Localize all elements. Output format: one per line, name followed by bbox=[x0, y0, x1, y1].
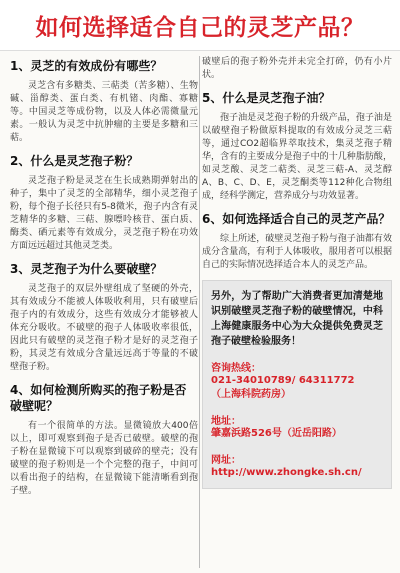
section-5-paragraph: 孢子油是灵芝孢子粉的升级产品，孢子油是以破壁孢子粉做原料提取的有效成分灵芝三萜等，通过CO2超临界萃取技术，集灵芝孢子精华，含有的主要成分是孢子中的十几种脂肪酸，如灵芝酸、灵芝二萜类、灵芝三萜-A、灵芝醇A、B、C、D、E，灵芝酮类等112种化合物组成，经科学测定，营养成分与功效显著。 bbox=[202, 113, 392, 201]
hotline-note: （上海科院药房） bbox=[211, 389, 291, 400]
section-3-paragraph: 灵芝孢子的双层外壁组成了坚硬的外壳，其有效成分不能被人体吸收利用，只有破壁后孢子内的有效成分，这些有效成分才能够被人体充分吸收。不破壁的孢子人体吸收率很低，因此只有破壁的灵芝孢子粉才是好的灵芝孢子粉，其灵芝有效成分含量远远高于等量的不破壁孢子粉。 bbox=[10, 284, 198, 372]
section-3-heading: 3、灵芝孢子为什么要破壁？ bbox=[10, 262, 163, 276]
section-2-paragraph: 灵芝孢子粉是灵芝在生长成熟期弹射出的种子，集中了灵芝的全部精华，细小灵芝孢子粉，每个孢子长径只有5-8微米，孢子内含有灵芝精华的多糖、三萜、腺嘌呤核苷、蛋白质、酶类、硒元素等有效成分，灵芝孢子粉在功效方面远远超过其他灵芝类。 bbox=[10, 176, 198, 251]
section-4-paragraph: 有一个很简单的方法。显微镜放大400倍以上，即可观察到孢子是否已破壁。破壁的孢子粉在显微镜下可以观察到破碎的壁壳；没有破壁的孢子粉则是一个个完整的孢子，中间可以看出孢子的结构，在显微镜下能清晰看到孢子壁。 bbox=[10, 421, 198, 496]
address-value: 肇嘉浜路526号（近岳阳路） bbox=[211, 428, 342, 439]
hotline-value: 021-34010789/ 64311772 bbox=[211, 375, 355, 386]
page-title: 如何选择适合自己的灵芝产品？ bbox=[35, 14, 365, 41]
section-6-heading: 6、如何选择适合自己的灵芝产品？ bbox=[202, 212, 391, 226]
promo-box bbox=[202, 280, 392, 489]
website-value: http://www.zhongke.sh.cn/ bbox=[211, 467, 362, 478]
right-column bbox=[202, 56, 392, 489]
section-5-heading: 5、什么是灵芝孢子油？ bbox=[202, 91, 331, 105]
section-6-paragraph: 综上所述，破壁灵芝孢子粉与孢子油都有效成分含量高，有利于人体吸收，服用者可以根据自己的实际情况选择适合本人的灵芝产品。 bbox=[202, 234, 392, 270]
section-2-heading: 2、什么是灵芝孢子粉？ bbox=[10, 154, 139, 168]
promo-text: 另外，为了帮助广大消费者更加清楚地识别破壁灵芝孢子粉的破壁情况，中科上海健康服务中心为大众提供免费灵芝孢子破壁检验服务！ bbox=[211, 291, 383, 347]
section-1-paragraph: 灵芝含有多糖类、三萜类（苦多糖）、生物碱、甾醇类、蛋白类、有机锗、肉酯、寡糖等。中国灵芝等成份物，以及人体必需微量元素。一般认为灵芝中抗肿瘤的主要是多糖和三萜。 bbox=[10, 81, 198, 143]
website-label: 网址： bbox=[211, 455, 241, 466]
title-band bbox=[0, 0, 400, 51]
column-divider bbox=[199, 56, 200, 568]
hotline-label: 咨询热线： bbox=[211, 363, 261, 374]
section-4-heading: 4、如何检测所购买的孢子粉是否破壁呢？ bbox=[10, 383, 187, 413]
section-1-heading: 1、灵芝的有效成份有哪些？ bbox=[10, 59, 163, 73]
address-label: 地址： bbox=[211, 416, 241, 427]
section-4-continued: 破壁后的孢子粉外壳并未完全打碎，仍有小片状。 bbox=[202, 57, 392, 80]
left-column bbox=[10, 56, 198, 506]
